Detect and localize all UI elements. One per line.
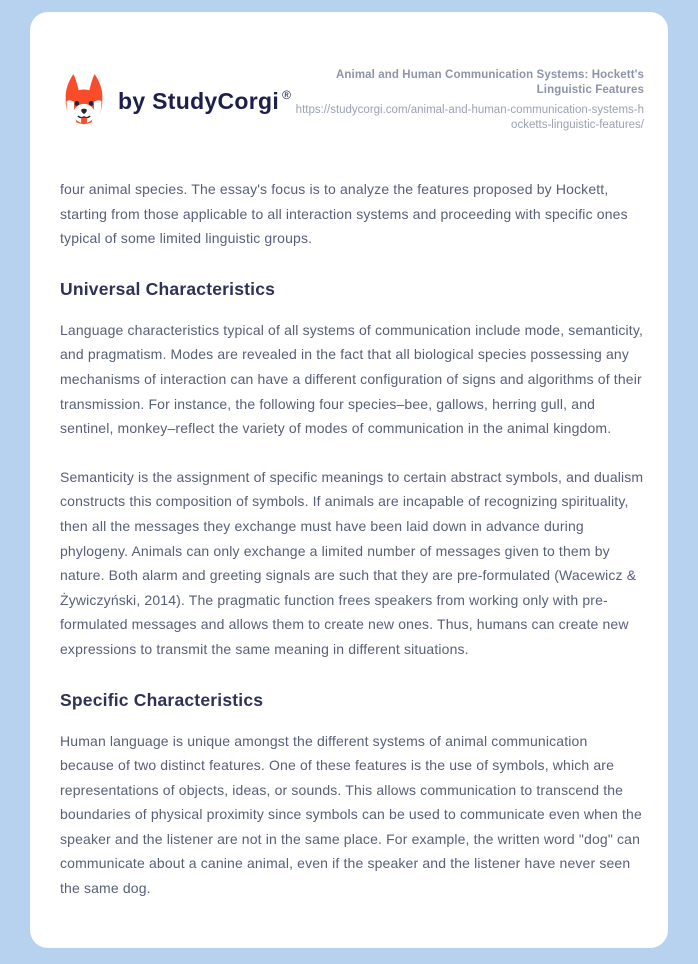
document-title: Animal and Human Communication Systems: Hockett's Linguistic Features [336,69,644,96]
section-heading-universal: Universal Characteristics [60,278,276,299]
registered-trademark-mark: ® [282,87,292,102]
document-url-link[interactable]: https://studycorgi.com/animal-and-human-communication-systems-hocketts-linguistic-features/ [295,104,644,131]
paragraph: Language characteristics typical of all systems of communication include mode, semanticity, and pragmatism. Modes are revealed in the fact that all biological species possessing any mechanisms of interaction can have a different configuration of signs and algorithms of their transmission. For instance, the following four species–bee, gallows, herring gull, and sentinel, monkey–reflect the variety of modes of communication in the animal kingdom. [60,321,643,437]
paragraph: Semanticity is the assignment of specific meanings to certain abstract symbols, and dualism constructs this composition of symbols. If animals are incapable of recognizing spirituality, then all the messages they exchange must have been laid down in advance during phylogeny. Animals can only exchange a limited number of messages given to them by nature. Both alarm and greeting signals are such that they are pre-formulated (Wacewicz & Żywiczyński, 2014). The pragmatic function frees speakers from working only with pre-formulated messages and allows them to create new ones. Thus, humans can create new expressions to transmit the same meaning in different situations. [60,468,644,657]
corgi-logo-icon [60,74,108,128]
document-header [60,66,644,133]
section-heading-specific: Specific Characteristics [60,689,264,710]
document-card [30,12,668,948]
document-meta [291,68,644,133]
article-content [60,177,644,901]
studycorgi-logo[interactable] [60,74,291,128]
brand-text: by StudyCorgi ® [118,87,292,114]
paragraph: Human language is unique amongst the different systems of animal communication because of two distinct features. One of these features is the use of symbols, which are representations of objects, ideas, or sounds. This allows communication to transcend the boundaries of physical proximity since symbols can be used to communicate even when the speaker and the listener are not in the same place. For example, the written word "dog" can communicate about a canine animal, even if the speaker and the listener have never seen the same dog. [60,732,642,897]
intro-paragraph: four animal species. The essay's focus is to analyze the features proposed by Hockett, starting from those applicable to all interaction systems and proceeding with specific ones typical of some limited linguistic groups. [60,181,628,247]
